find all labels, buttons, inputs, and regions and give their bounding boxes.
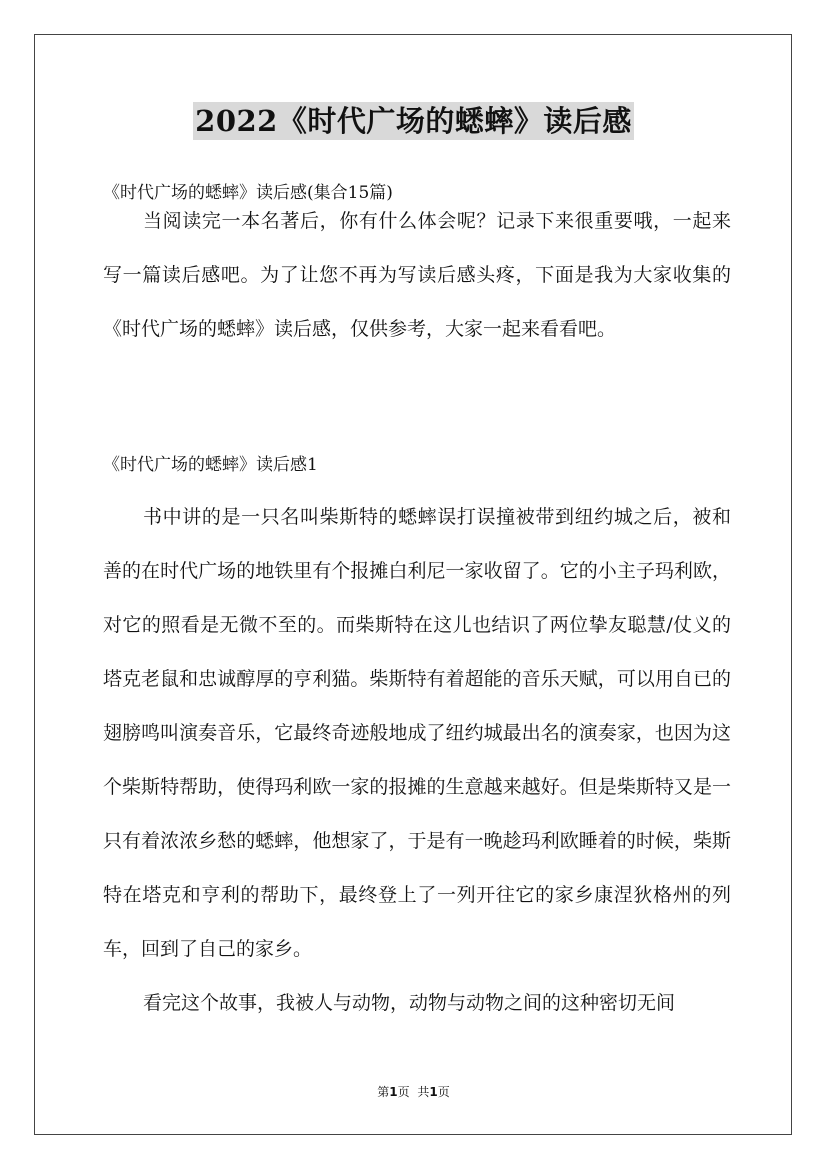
footer-page-unit: 页 xyxy=(397,1085,410,1099)
section-heading: 《时代广场的蟋蟀》读后感1 xyxy=(103,455,318,475)
document-title: 2022《时代广场的蟋蟀》读后感 xyxy=(195,104,632,138)
section-paragraph: 书中讲的是一只名叫柴斯特的蟋蟀误打误撞被带到纽约城之后，被和善的在时代广场的地铁里有个报摊白利尼一家收留了。它的小主子玛利欧，对它的照看是无微不至的。而柴斯特在这儿也结识了两位挚友聪慧/仗义的塔克老鼠和忠诚醇厚的亨利猫。柴斯特有着超能的音乐天赋，可以用自已的翅膀鸣叫演奏音乐，它最终奇迹般地成了纽约城最出名的演奏家，也因为这个柴斯特帮助，使得玛利欧一家的报摊的生意越来越好。但是柴斯特又是一只有着浓浓乡愁的蟋蟀，他想家了，于是有一晚趁玛利欧睡着的时候，柴斯特在塔克和亨利的帮助下，最终登上了一列开往它的家乡康涅狄格州的列车，回到了自己的家乡。 xyxy=(103,506,731,960)
title-container xyxy=(0,102,827,140)
footer-page-current: 1 xyxy=(389,1085,398,1099)
footer-page-prefix: 第 xyxy=(377,1085,390,1099)
footer-total-prefix: 共 xyxy=(417,1085,430,1099)
page-footer xyxy=(0,1083,827,1100)
footer-total-unit: 页 xyxy=(437,1085,450,1099)
intro-paragraph: 当阅读完一本名著后，你有什么体会呢？记录下来很重要哦，一起来写一篇读后感吧。为了让您不再为写读后感头疼，下面是我为大家收集的《时代广场的蟋蟀》读后感，仅供参考，大家一起来看看吧。 xyxy=(103,210,731,340)
document-subtitle: 《时代广场的蟋蟀》读后感(集合15篇) xyxy=(103,183,393,203)
footer-page-total: 1 xyxy=(429,1085,438,1099)
continuation-paragraph: 看完这个故事，我被人与动物，动物与动物之间的这种密切无间 xyxy=(143,992,676,1014)
